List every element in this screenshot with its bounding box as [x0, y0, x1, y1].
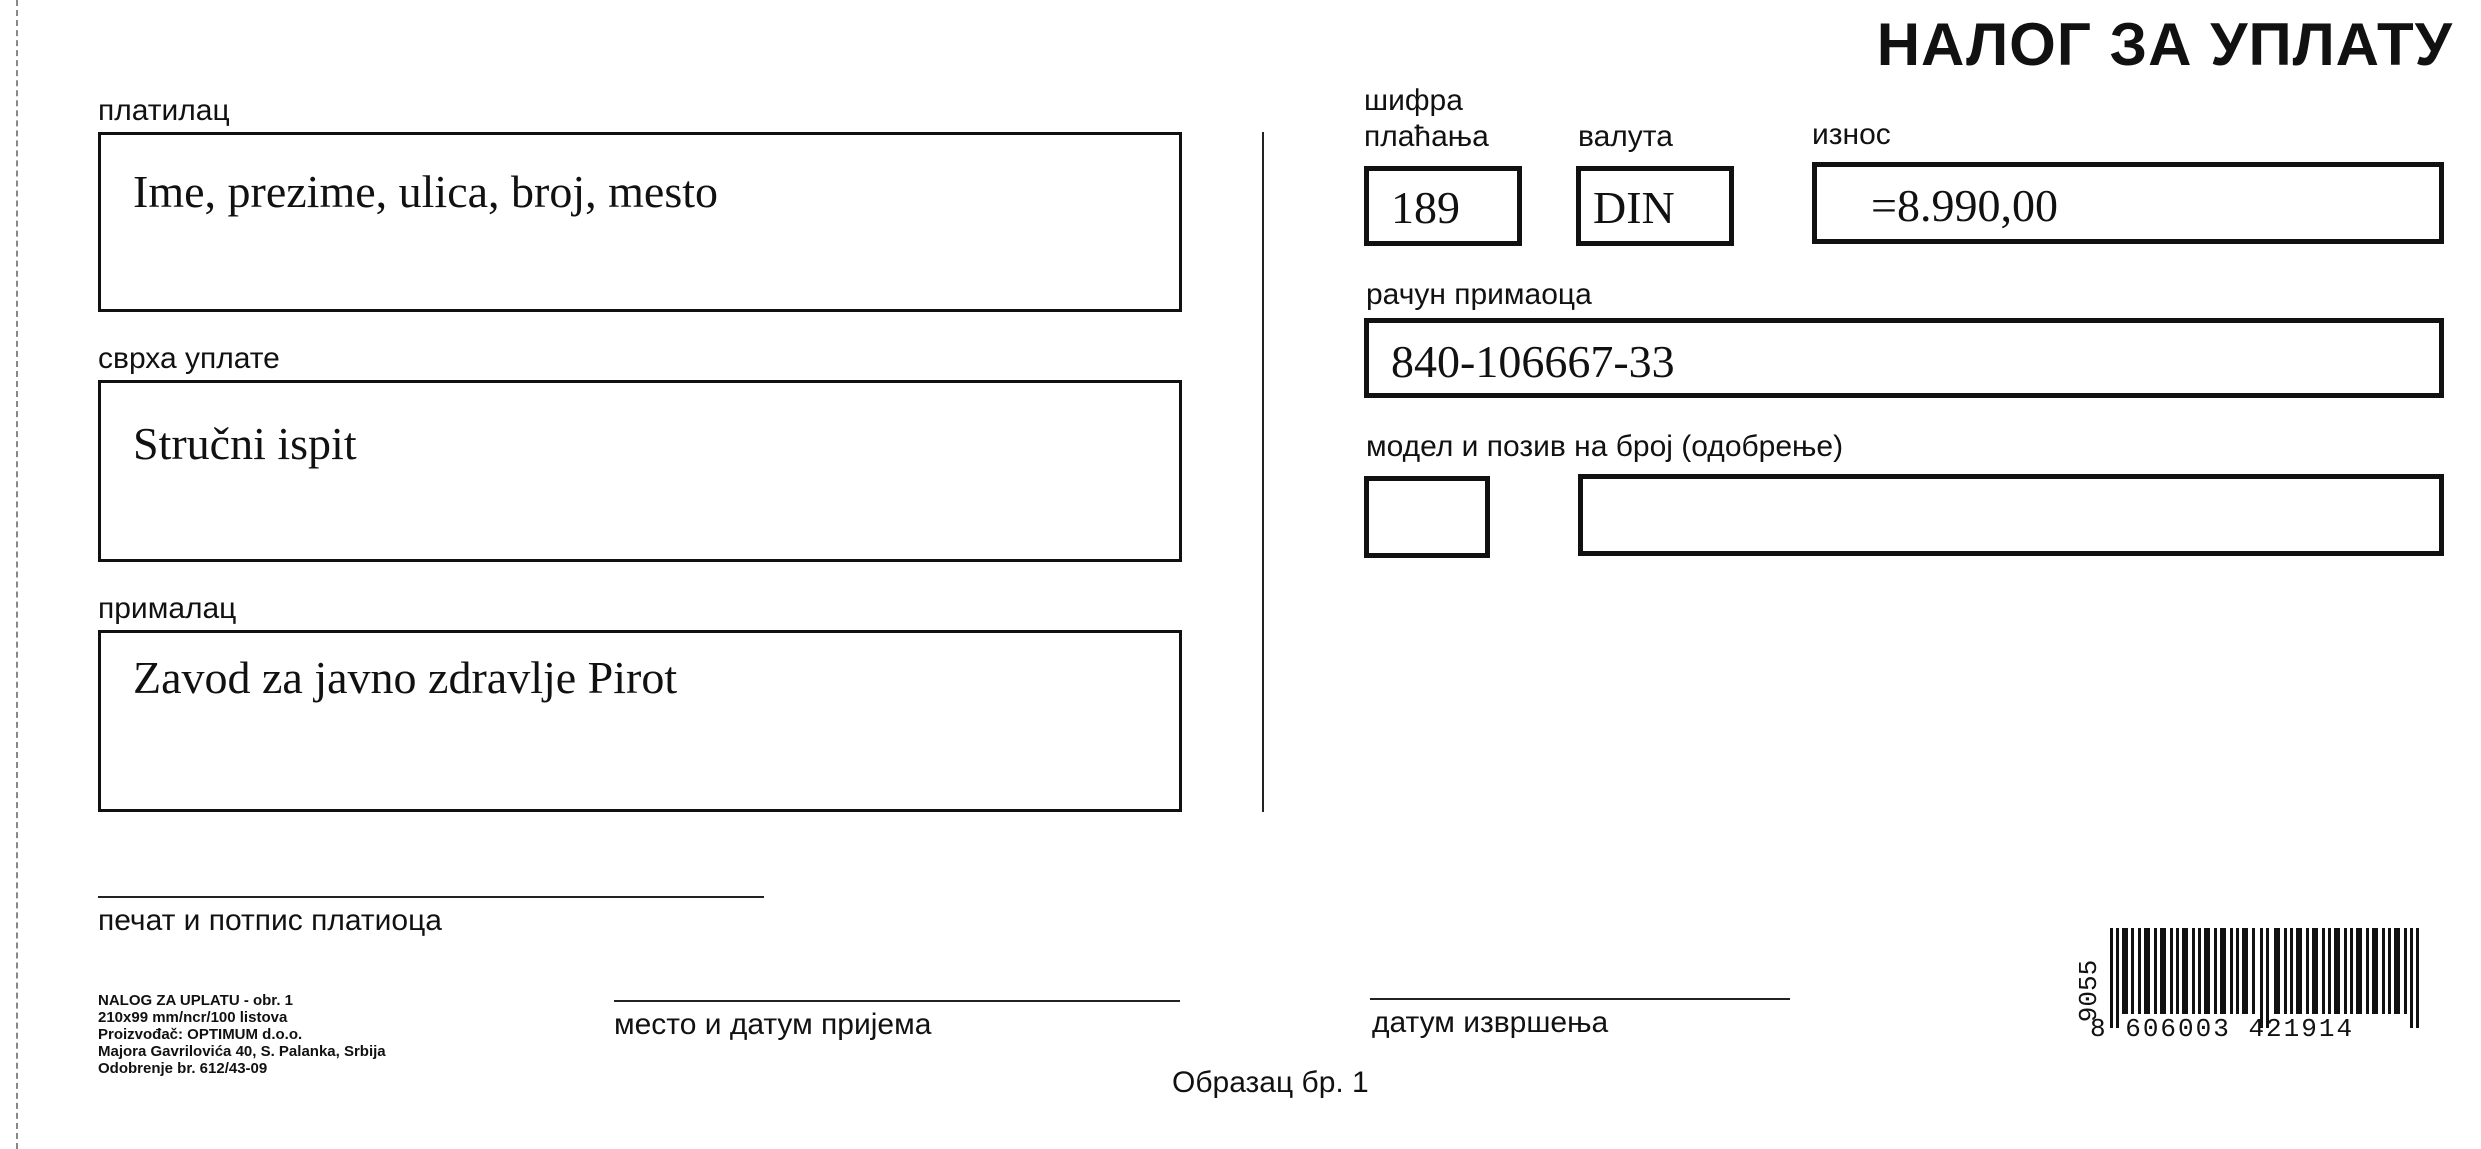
printer-info-line: Proizvođač: OPTIMUM d.o.o. [98, 1026, 303, 1043]
purpose-value: Stručni ispit [133, 418, 357, 469]
model-reference-label: модел и позив на број (одобрење) [1366, 430, 1844, 463]
currency-field[interactable] [1576, 166, 1734, 246]
barcode [2074, 928, 2450, 1048]
model-field[interactable] [1364, 476, 1490, 558]
reference-number-field[interactable] [1578, 474, 2444, 556]
recipient-value: Zavod za javno zdravlje Pirot [133, 652, 678, 703]
printer-info-line: Majora Gavrilovića 40, S. Palanka, Srbija [98, 1043, 386, 1060]
form-title: НАЛОГ ЗА УПЛАТУ [1876, 11, 2453, 78]
printer-info [98, 992, 386, 1077]
printer-info-line: Odobrenje br. 612/43-09 [98, 1060, 268, 1077]
amount-value: =8.990,00 [1871, 180, 2058, 231]
payment-code-label-line2: плаћања [1364, 120, 1489, 153]
execution-date-label: датум извршења [1372, 1006, 1609, 1039]
payer-value: Ime, prezime, ulica, broj, mesto [133, 166, 719, 217]
barcode-first-digit: 8 [2090, 1014, 2108, 1044]
amount-field[interactable] [1812, 162, 2444, 244]
barcode-digits [2090, 1014, 2354, 1044]
account-field[interactable] [1364, 318, 2444, 398]
place-date-line [614, 1000, 1180, 1002]
form-number: Образац бр. 1 [1172, 1066, 1369, 1099]
currency-label: валута [1578, 120, 1673, 153]
currency-value: DIN [1593, 182, 1675, 233]
place-date-label: место и датум пријема [614, 1008, 932, 1041]
payment-code-label-line1: шифра [1364, 84, 1463, 117]
printer-info-line: 210x99 mm/ncr/100 listova [98, 1009, 288, 1026]
signature-line [98, 896, 764, 898]
barcode-group-2: 421914 [2248, 1014, 2355, 1044]
amount-label: износ [1812, 118, 1891, 151]
barcode-group-1: 606003 [2125, 1014, 2231, 1044]
perforation-edge [16, 0, 18, 1149]
recipient-field[interactable] [98, 630, 1182, 812]
purpose-field[interactable] [98, 380, 1182, 562]
purpose-label: сврха уплате [98, 342, 280, 375]
payment-code-field[interactable] [1364, 166, 1522, 246]
barcode-side-number: 9055 [2074, 959, 2105, 1023]
recipient-label: прималац [98, 592, 237, 625]
account-label: рачун примаоца [1366, 278, 1592, 311]
signature-label: печат и потпис платиоца [98, 904, 442, 937]
payer-label: платилац [98, 94, 230, 127]
payment-code-value: 189 [1391, 182, 1460, 233]
printer-info-line: NALOG ZA UPLATU - obr. 1 [98, 992, 293, 1009]
execution-date-line [1370, 998, 1790, 1000]
barcode-bars [2110, 928, 2450, 1028]
column-divider [1262, 132, 1264, 812]
payer-field[interactable] [98, 132, 1182, 312]
account-value: 840-106667-33 [1391, 336, 1675, 387]
